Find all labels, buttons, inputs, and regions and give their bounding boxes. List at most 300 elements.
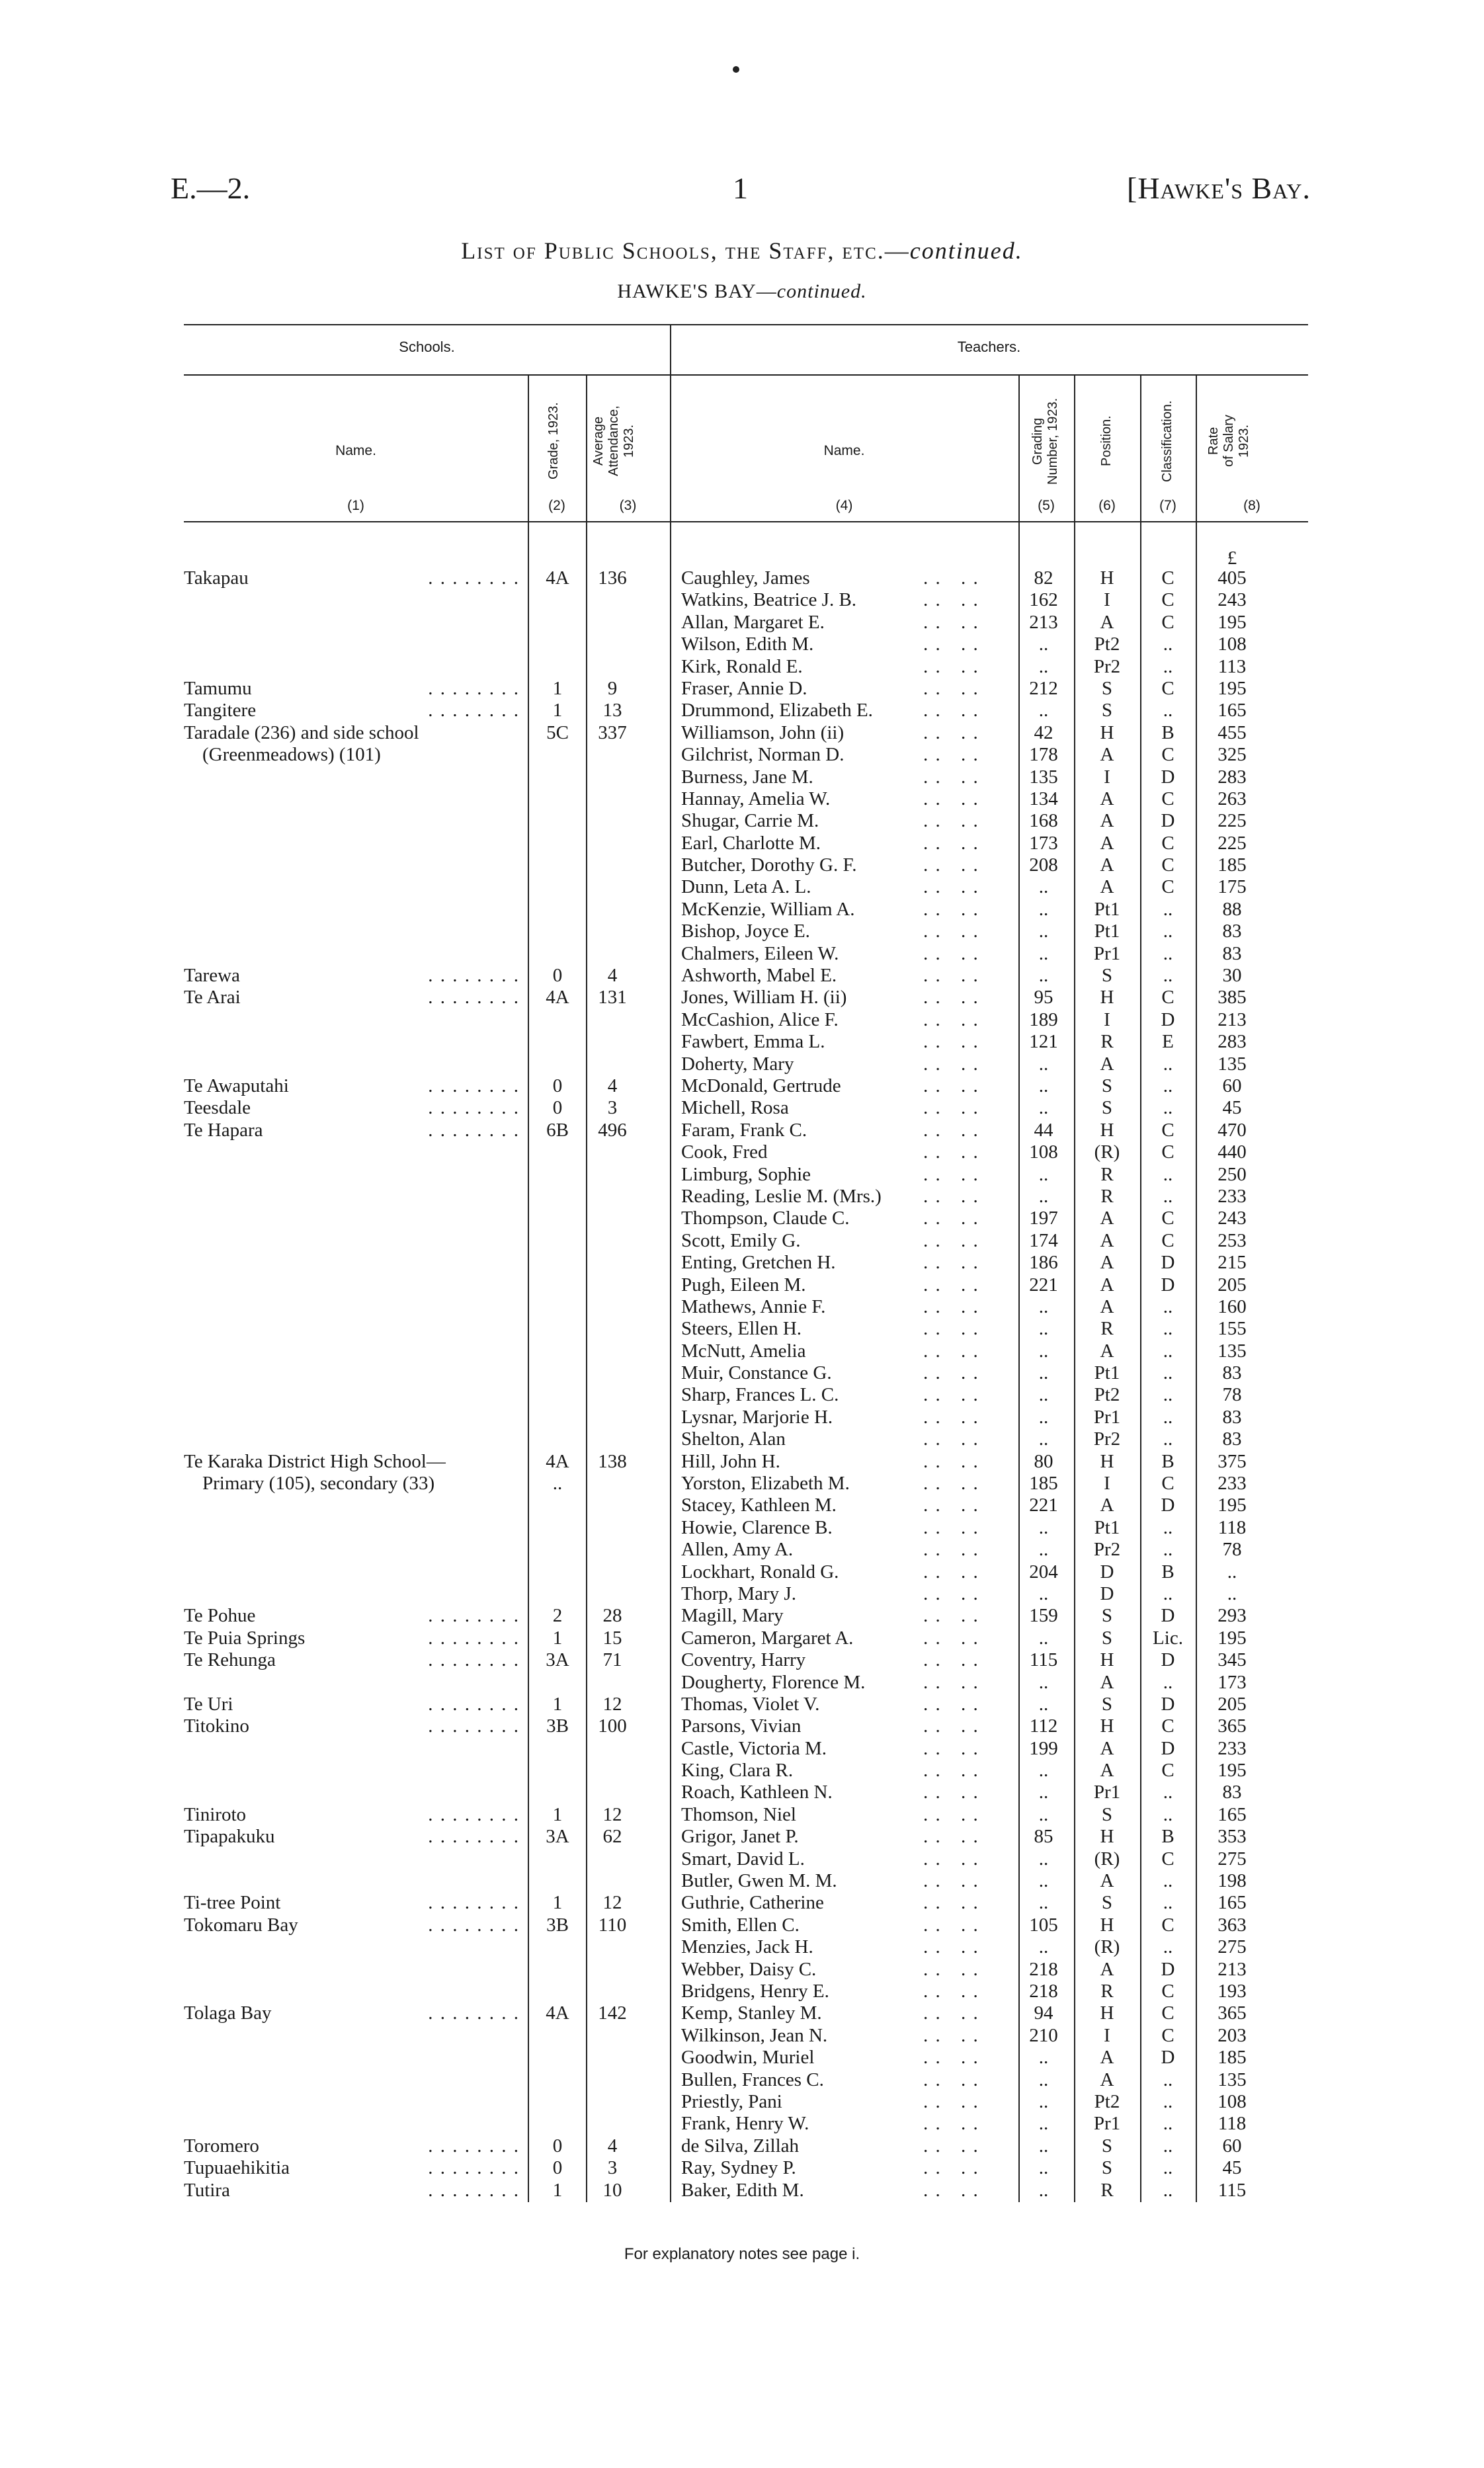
classification-cell: [1141, 1715, 1194, 1737]
leader-dots: . .: [923, 567, 942, 589]
salary-cell: [1199, 1097, 1265, 1119]
leader-dots: . .: [923, 1362, 942, 1384]
table-row: [184, 899, 1308, 921]
leader-dots: . .: [961, 1384, 979, 1406]
classification-cell-text: B: [1161, 1450, 1175, 1472]
leader-dots: . .: [923, 854, 942, 876]
salary-cell-text: ..: [1227, 1561, 1237, 1583]
position-cell: [1077, 1428, 1137, 1450]
position-cell: [1077, 1561, 1137, 1583]
leader-dots: . .: [961, 2002, 979, 2024]
classification-cell-text: ..: [1163, 1936, 1173, 1958]
grading-number-cell-text: ..: [1038, 1053, 1049, 1075]
classification-cell-text: ..: [1163, 1163, 1173, 1185]
grading-number-cell-text: ..: [1038, 1583, 1049, 1604]
table-row: [184, 1782, 1308, 1803]
teacher-name-text: Scott, Emily G.: [681, 1229, 801, 1251]
school-name-text: Te Pohue: [184, 1605, 256, 1627]
leader-dots: . .: [961, 965, 979, 987]
position-cell-text: Pr2: [1093, 1428, 1121, 1450]
salary-cell: [1199, 943, 1265, 965]
leader-dots: . . . . . . . .: [428, 1097, 520, 1119]
attendance-cell: [585, 1649, 640, 1671]
classification-cell: [1141, 1451, 1194, 1473]
classification-cell: [1141, 1495, 1194, 1516]
position-cell-text: S: [1101, 965, 1113, 987]
salary-cell: [1199, 1473, 1265, 1495]
leader-dots: . .: [961, 1826, 979, 1848]
grade-cell: [534, 1451, 581, 1473]
position-cell-text: D: [1100, 1583, 1114, 1604]
salary-cell: [1199, 876, 1265, 898]
position-cell: [1077, 2069, 1137, 2091]
leader-dots: . .: [923, 1495, 942, 1516]
position-cell-text: S: [1101, 1803, 1113, 1825]
leader-dots: . .: [961, 1252, 979, 1274]
table-row: [184, 1009, 1308, 1031]
leader-dots: . .: [923, 965, 942, 987]
classification-cell-text: ..: [1163, 1782, 1173, 1803]
leader-dots: . .: [923, 1208, 942, 1229]
school-name: [184, 2180, 528, 2201]
salary-cell-text: 83: [1222, 1406, 1242, 1428]
position-cell: [1077, 2157, 1137, 2179]
grade-cell-text: 1: [552, 2179, 563, 2201]
leader-dots: . .: [923, 2135, 942, 2157]
top-rule: [184, 324, 1308, 325]
table-row: [184, 1208, 1308, 1229]
grading-number-cell: [1017, 2002, 1070, 2024]
leader-dots: . .: [961, 2113, 979, 2135]
grading-number-cell-text: ..: [1038, 1428, 1049, 1450]
position-cell-text: A: [1100, 1340, 1114, 1362]
salary-cell: [1199, 1009, 1265, 1031]
teacher-name-text: McDonald, Gertrude: [681, 1075, 841, 1096]
table-row: [184, 678, 1308, 700]
leader-dots: . .: [923, 1870, 942, 1892]
school-name-text: Tutira: [184, 2179, 230, 2201]
classification-cell-text: ..: [1163, 921, 1173, 942]
classification-cell: [1141, 1097, 1194, 1119]
salary-cell: [1199, 1981, 1265, 2002]
leader-dots: . .: [923, 1892, 942, 1914]
grading-number-cell-text: ..: [1038, 921, 1049, 942]
position-cell-text: A: [1100, 1870, 1114, 1892]
grading-number-cell: [1017, 744, 1070, 766]
position-cell-text: A: [1100, 1671, 1114, 1693]
grading-number-cell: [1017, 634, 1070, 655]
classification-cell-text: ..: [1163, 2090, 1173, 2112]
grading-number-cell: [1017, 2069, 1070, 2091]
leader-dots: . .: [961, 2157, 979, 2179]
leader-dots: . .: [923, 832, 942, 854]
leader-dots: . .: [961, 1053, 979, 1075]
teacher-name-text: Goodwin, Muriel: [681, 2047, 815, 2069]
position-cell: [1077, 678, 1137, 700]
school-name: [184, 1097, 528, 1119]
salary-cell: [1199, 1252, 1265, 1274]
leader-dots: . .: [961, 1782, 979, 1803]
salary-cell-text: 195: [1217, 1760, 1247, 1782]
classification-cell: [1141, 2180, 1194, 2201]
salary-cell-text: 185: [1217, 854, 1247, 876]
leader-dots: . .: [961, 1119, 979, 1141]
classification-cell: [1141, 1517, 1194, 1539]
table-row: [184, 1870, 1308, 1892]
leader-dots: . .: [923, 1981, 942, 2002]
salary-cell-text: 293: [1217, 1605, 1247, 1627]
salary-cell-text: 30: [1222, 965, 1242, 987]
attendance-cell: [585, 1694, 640, 1715]
classification-cell-text: ..: [1163, 700, 1173, 721]
attendance-cell: [585, 1914, 640, 1936]
classification-cell: [1141, 722, 1194, 744]
table-row: [184, 1672, 1308, 1694]
salary-cell-text: 135: [1217, 1340, 1247, 1362]
position-cell: [1077, 1870, 1137, 1892]
position-cell: [1077, 1186, 1137, 1208]
table-row: [184, 2091, 1308, 2113]
page-title: [0, 237, 1484, 265]
teacher-name-text: Earl, Charlotte M.: [681, 832, 821, 854]
table-row: [184, 876, 1308, 898]
grading-number-cell-text: ..: [1038, 1870, 1049, 1892]
position-cell: [1077, 1672, 1137, 1694]
table-row: [184, 810, 1308, 832]
school-name-text: Toromero: [184, 2135, 259, 2157]
salary-cell-text: 118: [1217, 1516, 1247, 1538]
school-name: [184, 567, 528, 589]
grading-header-l2: Number, 1923.: [1046, 397, 1060, 485]
attendance-cell-text: 12: [602, 1892, 622, 1914]
school-name: [184, 1804, 528, 1826]
leader-dots: . .: [923, 2113, 942, 2135]
grading-number-cell-text: ..: [1038, 700, 1049, 721]
leader-dots: . .: [961, 1274, 979, 1296]
attendance-cell-text: 9: [607, 677, 618, 699]
leader-dots: . .: [923, 1075, 942, 1096]
teacher-name-text: Thompson, Claude C.: [681, 1208, 850, 1229]
classification-cell-text: B: [1161, 1826, 1175, 1848]
grading-number-cell-text: 189: [1029, 1008, 1058, 1030]
salary-cell: [1199, 1848, 1265, 1870]
table-row: [184, 1826, 1308, 1848]
grading-number-cell-text: ..: [1038, 634, 1049, 655]
salary-cell-text: 173: [1217, 1671, 1247, 1693]
grade-cell: [534, 1097, 581, 1119]
position-cell: [1077, 1208, 1137, 1229]
teacher-name-text: Menzies, Jack H.: [681, 1936, 813, 1958]
grade-cell-text: 0: [552, 965, 563, 987]
classification-cell-text: ..: [1163, 1539, 1173, 1561]
position-cell-text: R: [1100, 1163, 1114, 1185]
position-cell-text: (R): [1094, 1848, 1120, 1870]
grade-cell-text: 4A: [546, 567, 569, 589]
grading-number-cell: [1017, 1782, 1070, 1803]
salary-cell: [1199, 1583, 1265, 1605]
position-cell: [1077, 876, 1137, 898]
classification-cell: [1141, 899, 1194, 921]
grading-number-cell-text: ..: [1038, 1384, 1049, 1406]
position-cell: [1077, 833, 1137, 854]
grading-number-cell: [1017, 1605, 1070, 1627]
school-name: [184, 2002, 528, 2024]
grading-number-cell-text: 221: [1029, 1274, 1058, 1296]
school-name: [184, 678, 528, 700]
position-cell-text: S: [1101, 2135, 1113, 2157]
teacher-name-text: Cameron, Margaret A.: [681, 1627, 854, 1649]
grading-number-cell-text: 199: [1029, 1737, 1058, 1759]
salary-cell-text: 195: [1217, 1627, 1247, 1649]
salary-cell: [1199, 2113, 1265, 2135]
position-cell: [1077, 2025, 1137, 2047]
grading-number-cell-text: 115: [1029, 1649, 1058, 1671]
attendance-cell-text: 3: [607, 2157, 618, 2179]
leader-dots: . .: [961, 942, 979, 964]
grading-number-cell: [1017, 1120, 1070, 1141]
grade-cell-text: 1: [552, 1892, 563, 1914]
teacher-name-text: Ashworth, Mabel E.: [681, 965, 837, 987]
position-cell-text: A: [1100, 854, 1114, 876]
leader-dots: . .: [923, 1848, 942, 1870]
classification-cell: [1141, 1870, 1194, 1892]
table-row: [184, 1804, 1308, 1826]
leader-dots: . .: [961, 1406, 979, 1428]
attendance-cell: [585, 700, 640, 721]
leader-dots: . .: [923, 655, 942, 677]
salary-cell-text: 83: [1222, 1362, 1242, 1384]
position-cell-text: D: [1100, 1561, 1114, 1583]
school-name: [184, 1120, 528, 1141]
classification-cell: [1141, 2135, 1194, 2157]
table-row: [184, 1715, 1308, 1737]
position-cell-text: A: [1100, 1229, 1114, 1251]
position-cell-text: H: [1100, 1715, 1114, 1737]
grading-number-cell: [1017, 1914, 1070, 1936]
grading-number-cell: [1017, 1539, 1070, 1561]
school-name: [184, 722, 528, 744]
grading-number-cell: [1017, 1936, 1070, 1958]
school-name-text: (Greenmeadows) (101): [202, 744, 381, 766]
position-cell: [1077, 1009, 1137, 1031]
classification-cell-text: ..: [1163, 1340, 1173, 1362]
grade-cell-text: 1: [552, 1693, 563, 1715]
grading-number-cell-text: 108: [1029, 1141, 1058, 1163]
leader-dots: . . . . . . . .: [428, 2135, 520, 2157]
classification-cell-text: C: [1161, 567, 1175, 589]
position-cell-text: A: [1100, 744, 1114, 766]
position-cell: [1077, 656, 1137, 678]
classification-cell-text: B: [1161, 721, 1175, 743]
salary-cell-text: 185: [1217, 2047, 1247, 2069]
position-cell-text: R: [1100, 1981, 1114, 2002]
leader-dots: . . . . . . . .: [428, 2002, 520, 2024]
position-cell: [1077, 1826, 1137, 1848]
salary-cell: [1199, 810, 1265, 832]
grading-number-cell: [1017, 1627, 1070, 1649]
table-row: [184, 766, 1308, 788]
grading-number-cell: [1017, 1826, 1070, 1848]
leader-dots: . .: [961, 655, 979, 677]
salary-cell-text: 455: [1217, 721, 1247, 743]
attendance-cell: [585, 2180, 640, 2201]
leader-dots: . .: [961, 1914, 979, 1936]
salary-cell: [1199, 1672, 1265, 1694]
position-cell-text: S: [1101, 677, 1113, 699]
teacher-name-text: Thomson, Niel: [681, 1803, 796, 1825]
position-cell: [1077, 700, 1137, 721]
position-cell: [1077, 1384, 1137, 1406]
grading-number-cell-text: 80: [1034, 1450, 1053, 1472]
grade-cell: [534, 2002, 581, 2024]
classification-cell-text: ..: [1163, 898, 1173, 920]
classification-cell: [1141, 1428, 1194, 1450]
classification-cell: [1141, 567, 1194, 589]
position-cell-text: I: [1104, 1008, 1110, 1030]
classification-cell-text: C: [1161, 744, 1175, 766]
position-cell: [1077, 1649, 1137, 1671]
position-cell-text: A: [1100, 788, 1114, 809]
salary-cell-text: 108: [1217, 2090, 1247, 2112]
attendance-cell: [585, 2135, 640, 2157]
classification-cell: [1141, 1340, 1194, 1362]
salary-cell: [1199, 1870, 1265, 1892]
school-name: [184, 1627, 528, 1649]
classification-cell: [1141, 1738, 1194, 1760]
table-row: [184, 1517, 1308, 1539]
leader-dots: . .: [923, 1693, 942, 1715]
leader-dots: . .: [923, 1583, 942, 1604]
position-cell: [1077, 1451, 1137, 1473]
teacher-name-text: Mathews, Annie F.: [681, 1296, 826, 1317]
leader-dots: . .: [923, 1473, 942, 1495]
grade-cell: [534, 987, 581, 1008]
leader-dots: . .: [961, 589, 979, 611]
table-row: [184, 1605, 1308, 1627]
position-cell-text: A: [1100, 1296, 1114, 1317]
leader-dots: . .: [923, 700, 942, 721]
teacher-name-text: Gilchrist, Norman D.: [681, 744, 845, 766]
attendance-cell: [585, 1605, 640, 1627]
attendance-cell: [585, 722, 640, 744]
table-row: [184, 833, 1308, 854]
grading-number-cell-text: ..: [1038, 2157, 1049, 2179]
position-cell-text: Pt1: [1094, 1516, 1120, 1538]
teacher-name-text: Chalmers, Eileen W.: [681, 942, 839, 964]
position-cell-text: H: [1100, 1914, 1114, 1936]
salary-cell: [1199, 1031, 1265, 1053]
leader-dots: . .: [961, 2024, 979, 2046]
salary-cell: [1199, 766, 1265, 788]
classification-cell: [1141, 1274, 1194, 1296]
col-number-1: (1): [347, 498, 364, 513]
position-cell: [1077, 1141, 1137, 1163]
table-row: [184, 1848, 1308, 1870]
leader-dots: . .: [961, 1075, 979, 1096]
grade-cell: [534, 1075, 581, 1097]
position-cell: [1077, 1936, 1137, 1958]
salary-cell: [1199, 921, 1265, 942]
teacher-name-header: Name.: [823, 443, 865, 458]
leader-dots: . .: [923, 921, 942, 942]
grading-number-cell: [1017, 1407, 1070, 1428]
staff-table: [184, 324, 1308, 2202]
attendance-cell-text: 4: [607, 2135, 618, 2157]
classification-cell-text: D: [1161, 1737, 1175, 1759]
attendance-header-l3: 1923.: [622, 424, 636, 458]
table-row: [184, 1384, 1308, 1406]
leader-dots: . . . . . . . .: [428, 1649, 520, 1671]
table-row: [184, 2135, 1308, 2157]
attendance-cell: [585, 1097, 640, 1119]
position-cell: [1077, 1694, 1137, 1715]
grading-number-cell-text: ..: [1038, 2069, 1049, 2090]
grading-number-cell: [1017, 1031, 1070, 1053]
position-cell: [1077, 810, 1137, 832]
leader-dots: . .: [923, 1516, 942, 1538]
table-row: [184, 722, 1308, 744]
position-cell-text: A: [1100, 1760, 1114, 1782]
leader-dots: . .: [961, 2047, 979, 2069]
salary-cell-text: 405: [1217, 567, 1247, 589]
school-name-text: Tarewa: [184, 965, 240, 987]
leader-dots: . .: [923, 2024, 942, 2046]
leader-dots: . .: [961, 810, 979, 832]
leader-dots: . .: [923, 1803, 942, 1825]
teacher-name-text: Stacey, Kathleen M.: [681, 1495, 837, 1516]
position-cell-text: H: [1100, 567, 1114, 589]
table-row: [184, 2047, 1308, 2069]
teacher-name-text: Yorston, Elizabeth M.: [681, 1473, 850, 1495]
schools-group-header: Schools.: [399, 339, 455, 355]
salary-cell: [1199, 2002, 1265, 2024]
leader-dots: . .: [923, 987, 942, 1008]
position-cell: [1077, 788, 1137, 810]
position-cell: [1077, 1738, 1137, 1760]
grading-number-cell: [1017, 678, 1070, 700]
salary-header: [1206, 385, 1257, 497]
classification-cell-text: C: [1161, 1715, 1175, 1737]
attendance-cell: [585, 1826, 640, 1848]
classification-cell: [1141, 1075, 1194, 1097]
grading-number-cell: [1017, 899, 1070, 921]
classification-cell: [1141, 2047, 1194, 2069]
salary-cell: [1199, 2047, 1265, 2069]
subtitle-continued: continued.: [776, 280, 867, 302]
grading-number-cell-text: ..: [1038, 1296, 1049, 1317]
grade-cell-text: 3A: [546, 1649, 569, 1671]
attendance-header-l1: Average: [591, 416, 606, 466]
salary-cell: [1199, 1141, 1265, 1163]
teacher-name-text: Smith, Ellen C.: [681, 1914, 800, 1936]
classification-cell: [1141, 2025, 1194, 2047]
grading-number-cell: [1017, 1141, 1070, 1163]
position-cell-text: S: [1101, 1627, 1113, 1649]
salary-header-l1: Rate: [1206, 427, 1221, 456]
school-name-text: Tamumu: [184, 677, 252, 699]
salary-cell: [1199, 1407, 1265, 1428]
grading-number-cell: [1017, 1097, 1070, 1119]
school-name: [184, 2157, 528, 2179]
position-cell-text: A: [1100, 1958, 1114, 1980]
leader-dots: . .: [961, 1605, 979, 1627]
salary-cell: [1199, 1340, 1265, 1362]
grading-number-cell-text: 135: [1029, 766, 1058, 788]
salary-cell: [1199, 722, 1265, 744]
teacher-name-text: Guthrie, Catherine: [681, 1892, 824, 1914]
salary-cell: [1199, 1230, 1265, 1252]
leader-dots: . .: [923, 1318, 942, 1340]
